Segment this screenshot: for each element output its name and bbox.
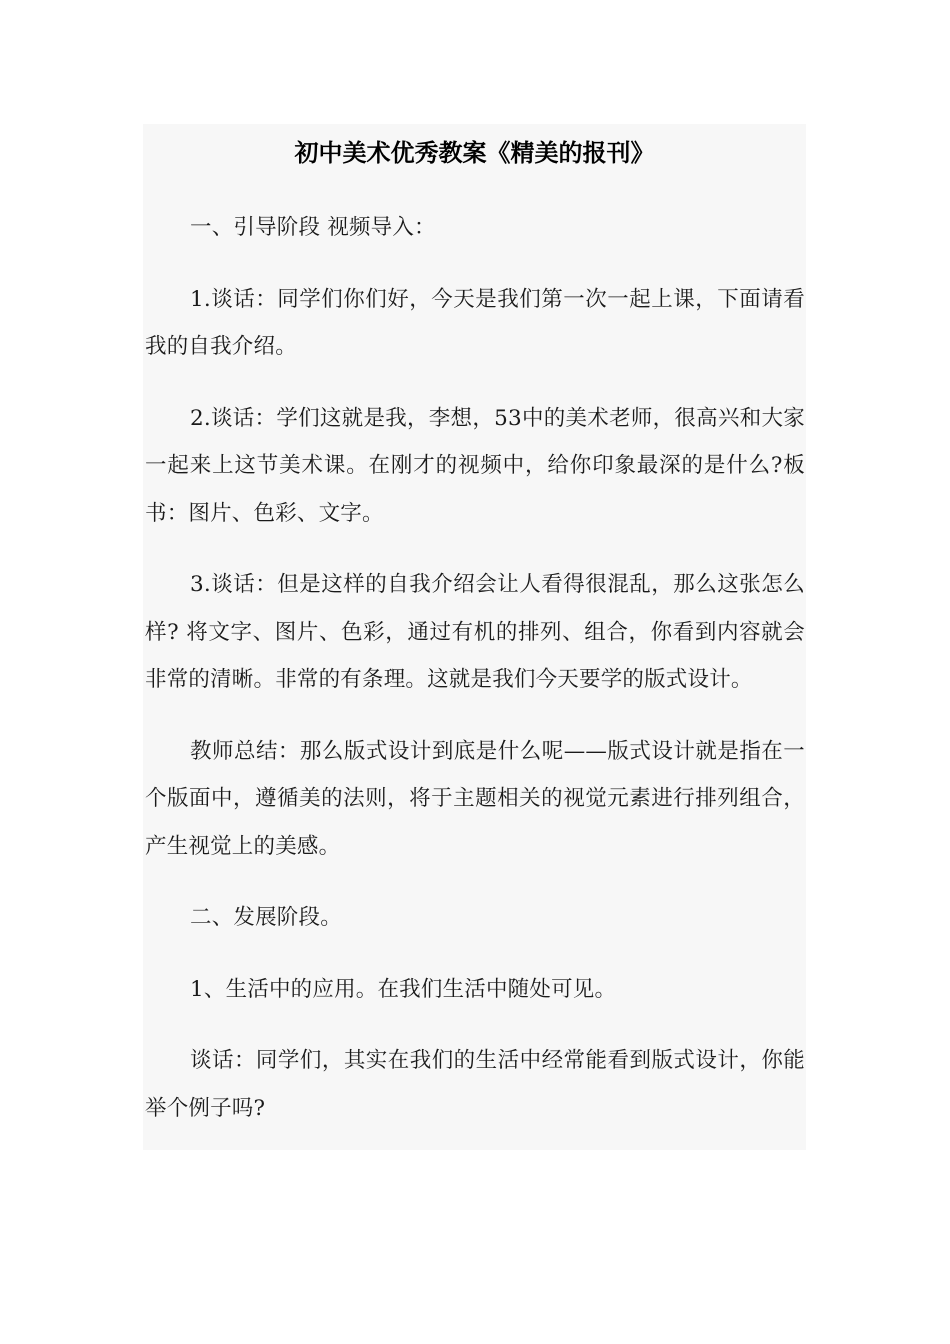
paragraph-talk-1: 1.谈话：同学们你们好，今天是我们第一次一起上课，下面请看我的自我介绍。 bbox=[145, 286, 805, 359]
document-title: 初中美术优秀教案《精美的报刊》 bbox=[294, 139, 655, 167]
paragraph-development-stage: 二、发展阶段。 bbox=[190, 905, 342, 930]
paragraph-intro-stage: 一、引导阶段 视频导入： bbox=[190, 215, 436, 240]
paragraph-talk-2: 2.谈话：学们这就是我，李想，53中的美术老师，很高兴和大家一起来上这节美术课。在刚才的视频中，给你印象最深的是什么?板书：图片、色彩、文字。 bbox=[145, 405, 805, 526]
paragraph-talk-examples: 谈话：同学们，其实在我们的生活中经常能看到版式设计，你能举个例子吗? bbox=[145, 1048, 805, 1121]
paragraph-talk-3: 3.谈话：但是这样的自我介绍会让人看得很混乱，那么这张怎么样? 将文字、图片、色彩，通过有机的排列、组合，你看到内容就会非常的清晰。非常的有条理。这就是我们今天要学的版式设计。 bbox=[145, 572, 805, 692]
paragraph-life-application: 1、生活中的应用。在我们生活中随处可见。 bbox=[190, 976, 617, 1002]
paragraph-teacher-summary: 教师总结：那么版式设计到底是什么呢——版式设计就是指在一个版面中，遵循美的法则，将于主题相关的视觉元素进行排列组合，产生视觉上的美感。 bbox=[145, 738, 805, 859]
document-body bbox=[145, 204, 805, 1156]
